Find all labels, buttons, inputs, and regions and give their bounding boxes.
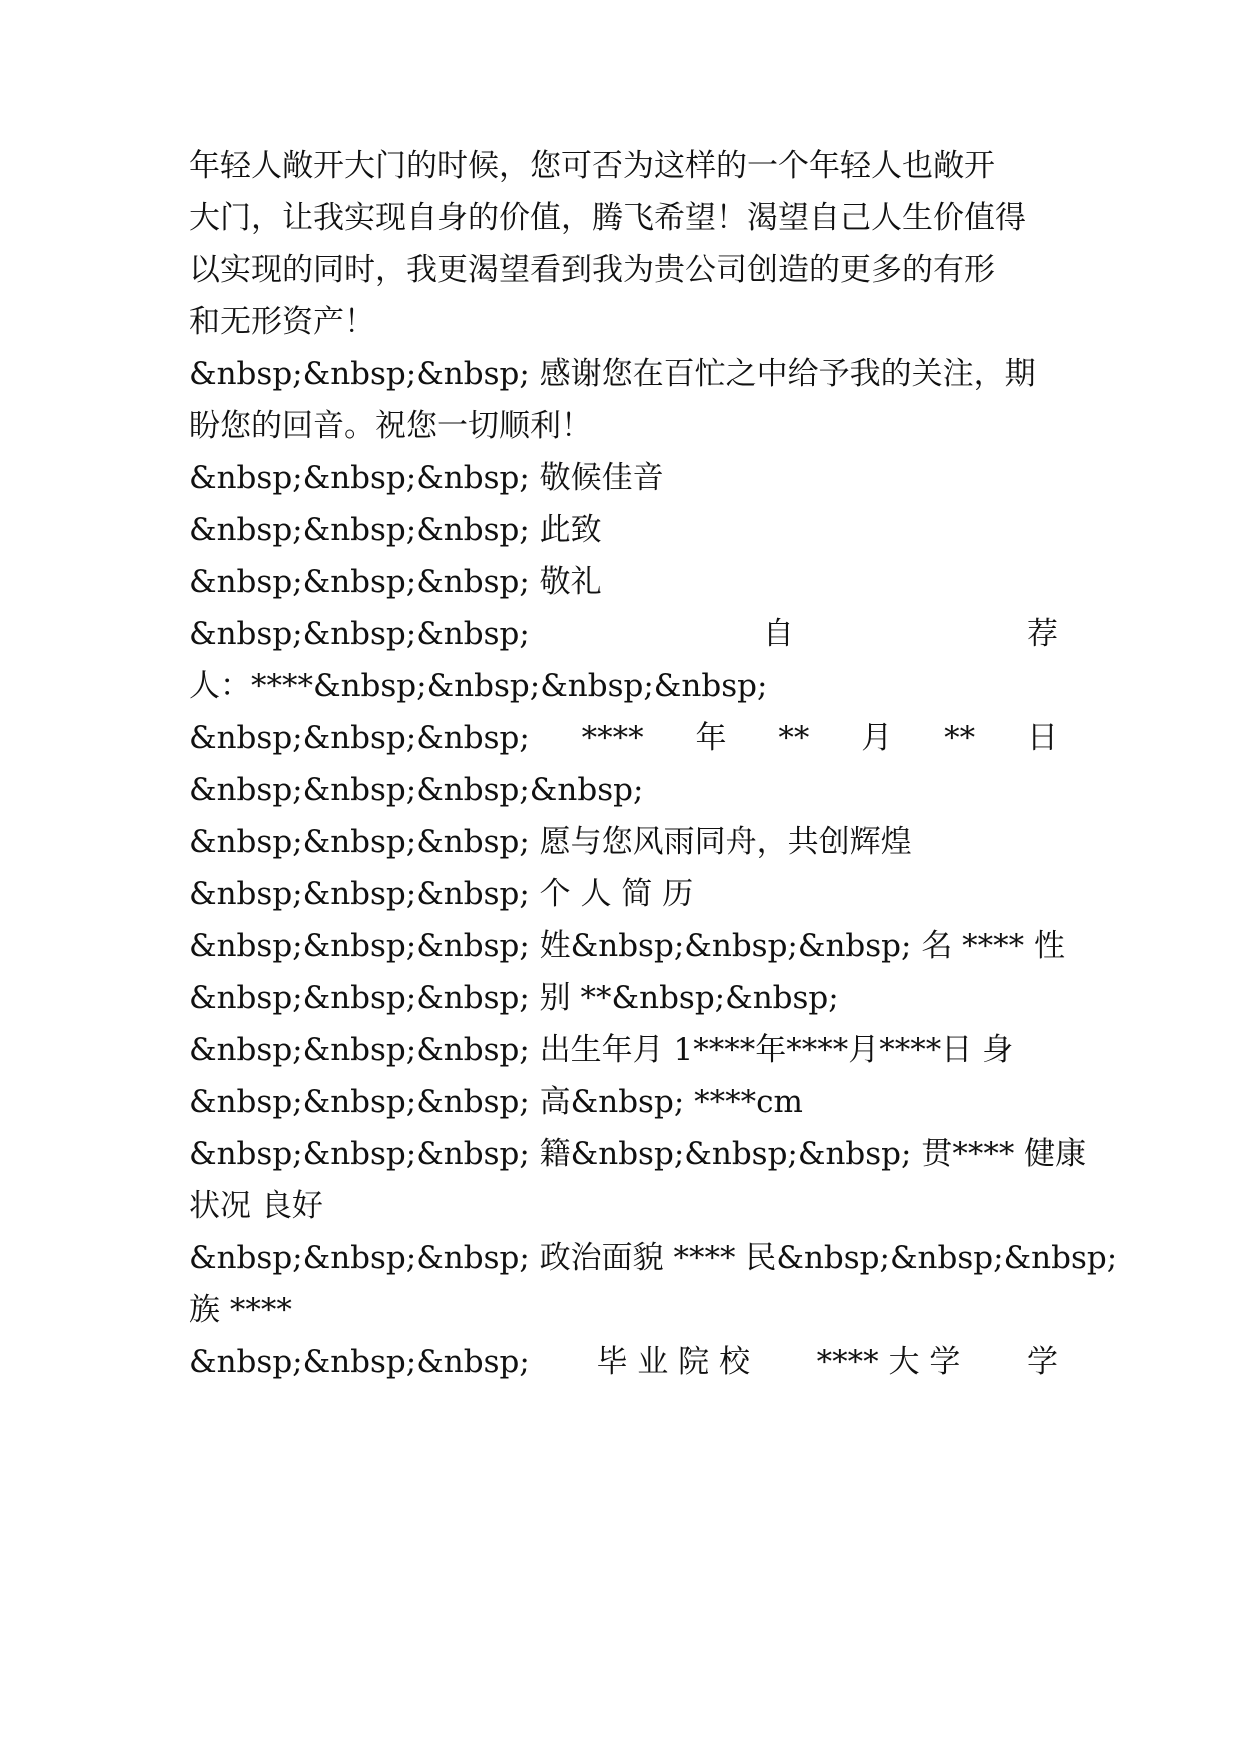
- resume-field-line: 族 ****: [189, 1292, 292, 1328]
- date-part: 日: [1026, 720, 1058, 756]
- signature-char: 自: [762, 616, 794, 652]
- resume-field-line: &nbsp;&nbsp;&nbsp; 高&nbsp; ****cm: [189, 1084, 803, 1120]
- body-text-line: 和无形资产！: [189, 304, 375, 340]
- resume-title: &nbsp;&nbsp;&nbsp; 个 人 简 历: [189, 876, 694, 912]
- body-text-line: &nbsp;&nbsp;&nbsp;&nbsp;: [189, 772, 644, 808]
- school-line: [189, 1342, 1058, 1382]
- date-part: **: [778, 720, 810, 756]
- date-part: 年: [695, 720, 727, 756]
- school-lead: &nbsp;&nbsp;&nbsp;: [189, 1344, 530, 1380]
- resume-field-line: &nbsp;&nbsp;&nbsp; 出生年月 1****年****月****日 身: [189, 1032, 1014, 1068]
- signature-line: [189, 614, 1058, 654]
- date-part: 月: [861, 720, 893, 756]
- closing-line: &nbsp;&nbsp;&nbsp; 敬礼: [189, 564, 602, 600]
- school-part: 学: [1026, 1344, 1058, 1380]
- school-part: **** 大 学: [816, 1344, 961, 1380]
- body-text-line: 年轻人敞开大门的时候，您可否为这样的一个年轻人也敞开: [189, 148, 995, 184]
- resume-field-line: 状况 良好: [189, 1188, 323, 1224]
- body-text-line: 盼您的回音。祝您一切顺利！: [189, 408, 592, 444]
- date-lead: &nbsp;&nbsp;&nbsp;: [189, 720, 530, 756]
- body-text-line: &nbsp;&nbsp;&nbsp; 感谢您在百忙之中给予我的关注，期: [189, 356, 1036, 392]
- date-part: **: [944, 720, 976, 756]
- body-text-line: 以实现的同时，我更渴望看到我为贵公司创造的更多的有形: [189, 252, 995, 288]
- date-part: ****: [581, 720, 644, 756]
- body-text-line: 大门，让我实现自身的价值，腾飞希望！渴望自己人生价值得: [189, 200, 1026, 236]
- date-line: [189, 718, 1058, 758]
- signature-char: 荐: [1027, 616, 1058, 652]
- signature-lead: &nbsp;&nbsp;&nbsp;: [189, 616, 530, 652]
- resume-field-line: &nbsp;&nbsp;&nbsp; 籍&nbsp;&nbsp;&nbsp; 贯**** 健康: [189, 1136, 1087, 1172]
- resume-field-line: &nbsp;&nbsp;&nbsp; 姓&nbsp;&nbsp;&nbsp; 名 **** 性: [189, 928, 1066, 964]
- resume-field-line: &nbsp;&nbsp;&nbsp; 政治面貌 **** 民&nbsp;&nbsp;&nbsp;: [189, 1240, 1118, 1276]
- closing-line: &nbsp;&nbsp;&nbsp; 敬候佳音: [189, 460, 664, 496]
- signature-name-line: 人：****&nbsp;&nbsp;&nbsp;&nbsp;: [189, 668, 768, 704]
- closing-line: &nbsp;&nbsp;&nbsp; 此致: [189, 512, 602, 548]
- resume-field-line: &nbsp;&nbsp;&nbsp; 别 **&nbsp;&nbsp;: [189, 980, 839, 1016]
- school-part: 毕 业 院 校: [596, 1344, 750, 1380]
- body-text-line: &nbsp;&nbsp;&nbsp; 愿与您风雨同舟，共创辉煌: [189, 824, 912, 860]
